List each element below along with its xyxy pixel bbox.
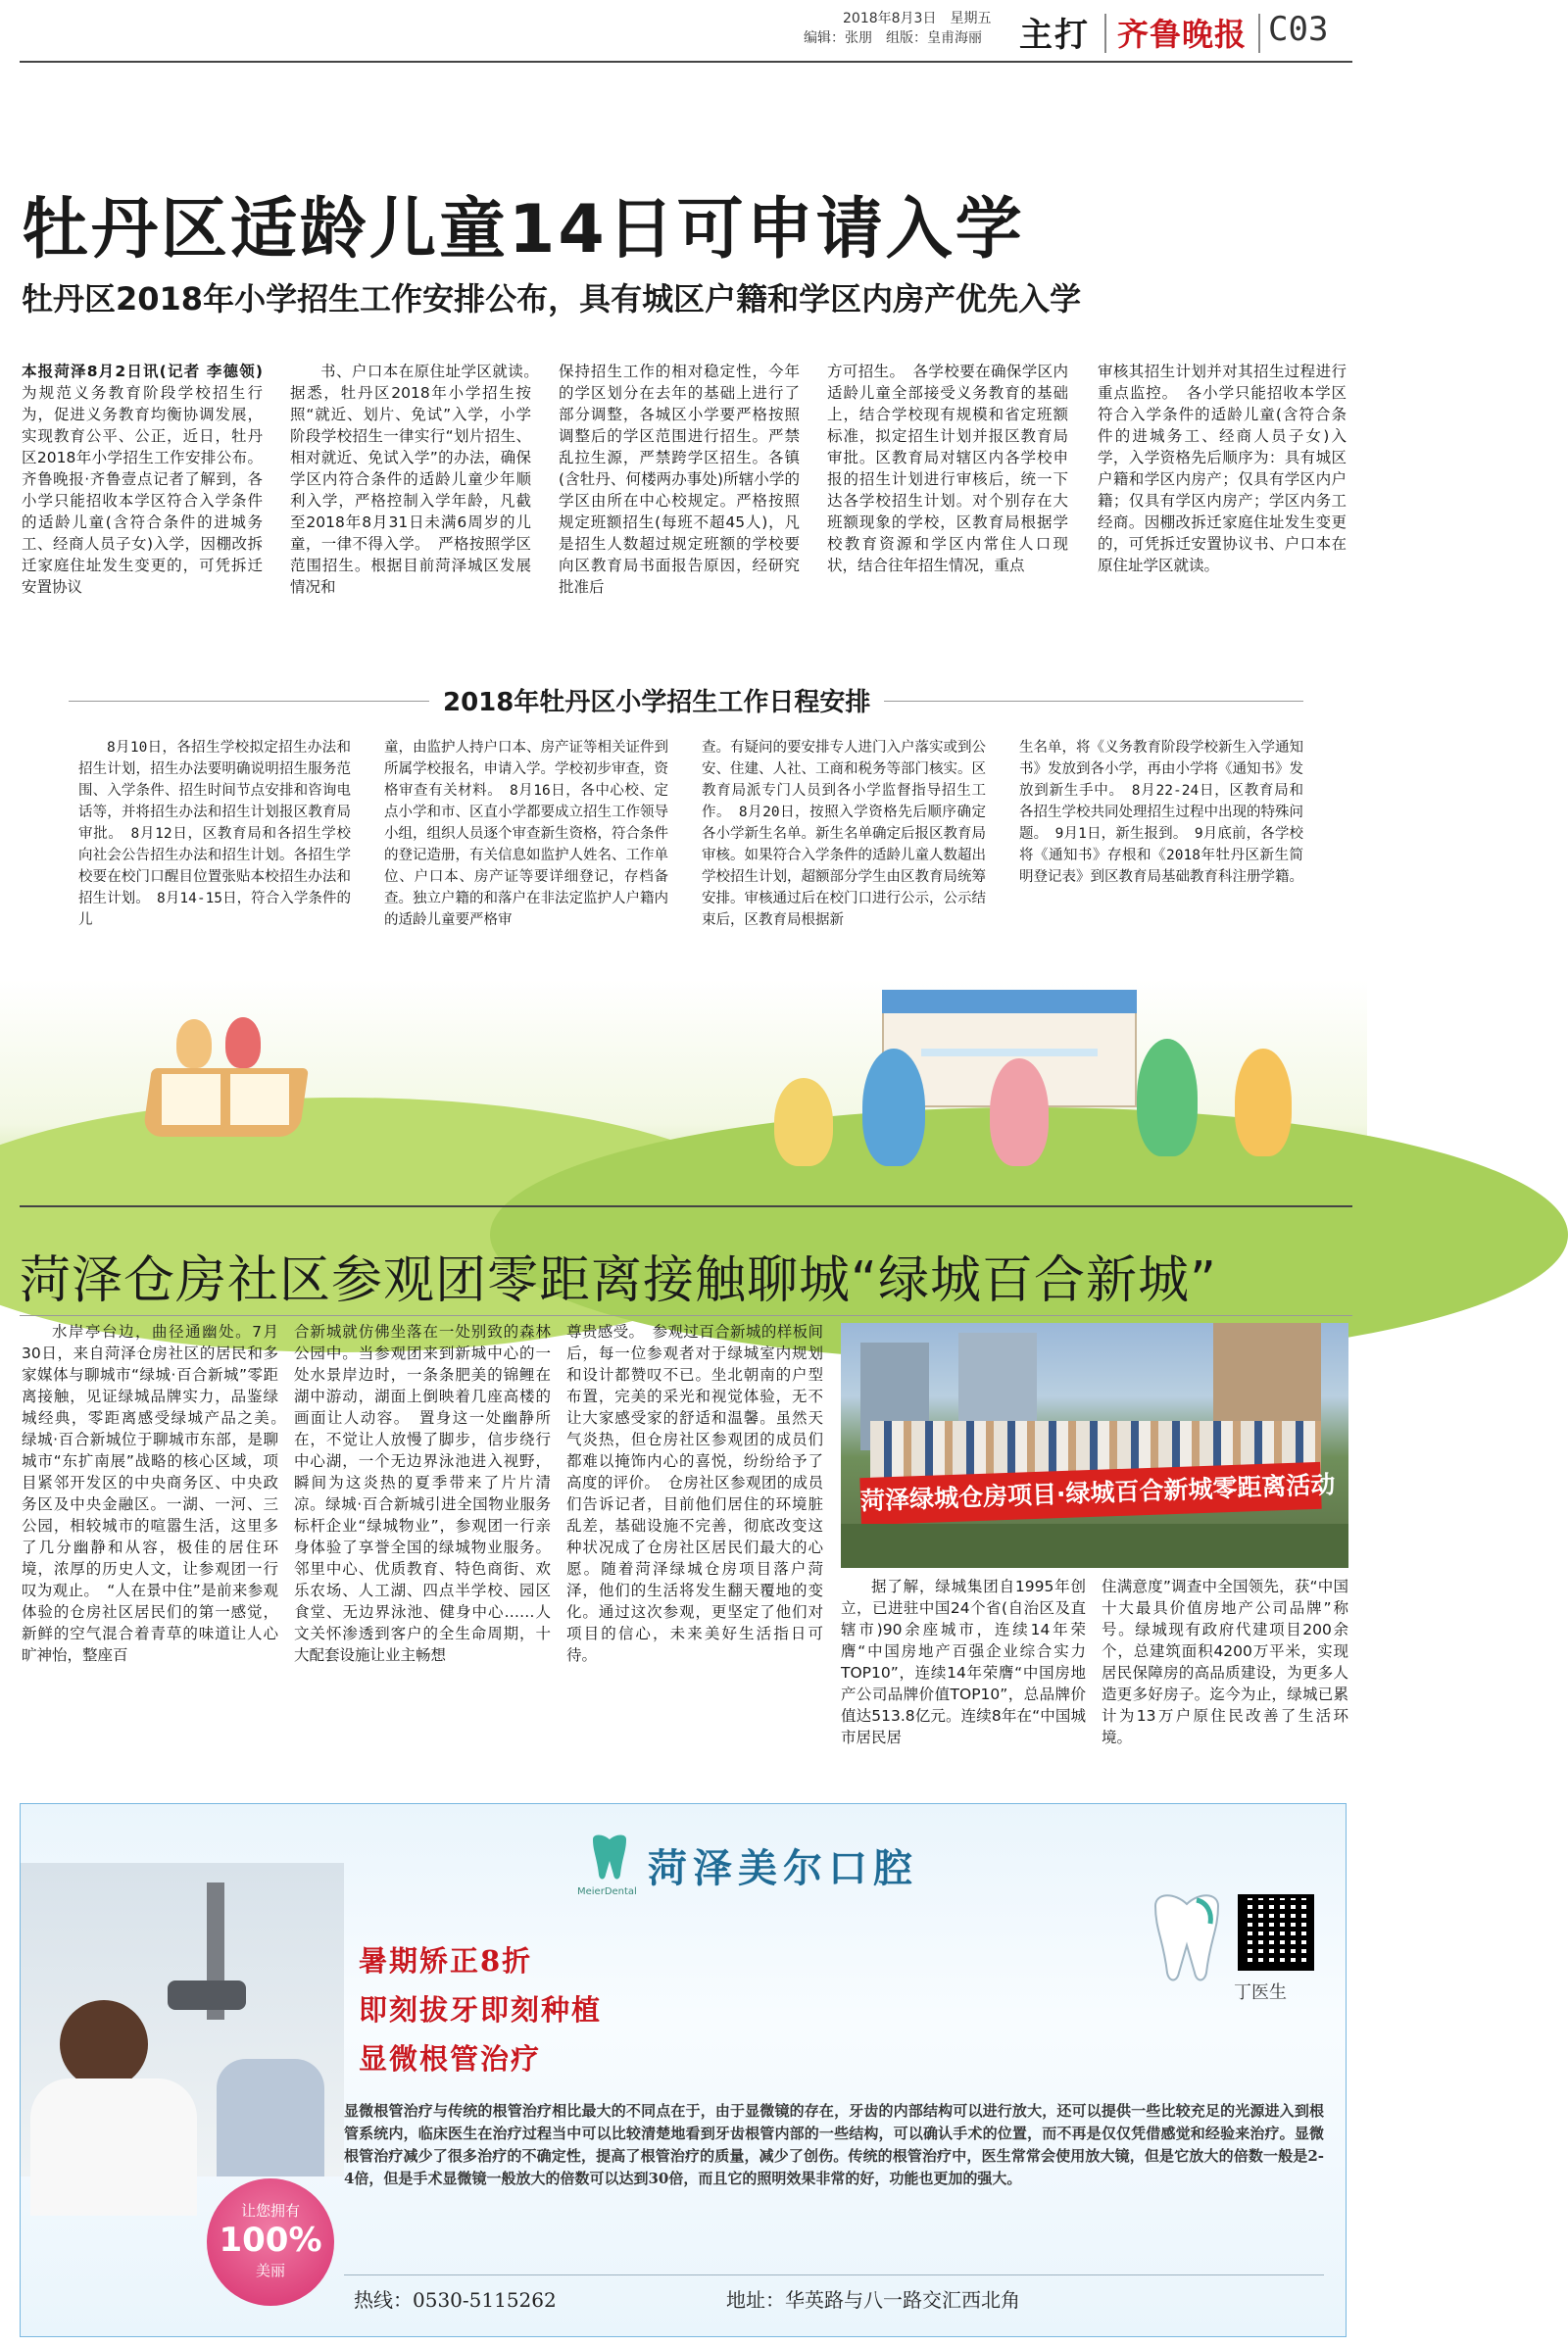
story1-col5-text: 审核其招生计划并对其招生过程进行重点监控。 各小学只能招收本学区符合入学条件的适龄儿童(含符合条件的进城务工、经商人员子女)入学，入学资格先后顺序为：具有城区户籍和学区内房产；仅具有学区内户籍；仅具有学区内房产；学区内务工经商。因棚改拆迁家庭住址发生变更的，可凭拆迁安置协议书、户口本在原住址学区就读。 [1098, 363, 1347, 574]
badge-top-text: 让您拥有 [240, 2202, 300, 2220]
schedule-col1-text: 8月10日，各招生学校拟定招生办法和招生计划，招生办法要明确说明招生服务范围、入学条件、招生时间节点安排和咨询电话等，并将招生办法和招生计划报区教育局审批。 8月12日，区教育局和各招生学校向社会公告招生办法和招生计划。各招生学校要在校门口醒目位置张贴本校招生办法和招生计划。 8月14-15日，符合入学条件的儿 [78, 740, 351, 928]
badge-percent: 100% [219, 2221, 322, 2260]
schedule-col4-text: 生名单，将《义务教育阶段学校新生入学通知书》发放到各小学，再由小学将《通知书》发放到新生手中。 8月22-24日，区教育局和各招生学校共同处理招生过程中出现的特殊问题。 9月1日，新生报到。 9月底前，各学校将《通知书》存根和《2018年牡丹区新生简明登记表》到区教育局基础教育科注册学籍。 [1019, 740, 1303, 885]
editors-line: 编辑：张朋 组版：皇甫海丽 [804, 30, 982, 46]
schedule-title: 2018年牡丹区小学招生工作日程安排 [429, 682, 884, 718]
story2-col4-text: 据了解，绿城集团自1995年创立，已进驻中国24个省(自治区及直辖市)90余座城市，连续14年荣膺“中国房地产百强企业综合实力TOP10”，连续14年荣膺“中国房地产公司品牌价值TOP10”，总品牌价值达513.8亿元。连续8年在“中国城市居民居 [841, 1578, 1086, 1746]
child-figure [225, 1017, 261, 1068]
issue-date: 2018年8月3日 星期五 [843, 11, 992, 26]
section-label: 主打 [1019, 16, 1090, 55]
story2-headline: 菏泽仓房社区参观团零距离接触聊城“绿城百合新城” [20, 1251, 1217, 1310]
beauty-badge [207, 2178, 334, 2306]
ad-rule [344, 2274, 1324, 2275]
doctor-coat [30, 2078, 197, 2216]
schedule-col2-text: 童，由监护人持户口本、房产证等相关证件到所属学校报名，申请入学。学校初步审查，资格审查有关材料。 8月16日，各中心校、定点小学和市、区直小学都要成立招生工作领导小组，组织人员逐个审查新生资格，符合条件的登记造册，有关信息如监护人姓名、工作单位、户口本、房产证等要详细登记，存档备查。独立户籍的和落户在非法定监护人户籍内的适龄儿童要严格审 [384, 740, 668, 928]
tooth-icon [1148, 1890, 1226, 1984]
schedule-column-3 [702, 737, 986, 1000]
dental-advertisement [20, 1803, 1347, 2337]
school-fence [921, 1049, 1098, 1056]
masthead-divider [1258, 14, 1260, 53]
section-divider [20, 1205, 1352, 1207]
story2-col3-text: 尊贵感受。 参观过百合新城的样板间后，每一位参观者对于绿城室内规划和设计都赞叹不已。坐北朝南的户型布置，完美的采光和视觉体验，无不让大家感受家的舒适和温馨。虽然天气炎热，但仓房社区参观团的成员们都难以掩饰内心的喜悦，纷纷给予了高度的评价。 仓房社区参观团的成员们告诉记者，目前他们居住的环境脏乱差，基础设施不完善，彻底改变这种状况成了仓房社区居民们最大的心愿。随着菏泽绿城仓房项目落户菏泽，他们的生活将发生翻天覆地的变化。通过这次参观，更坚定了他们对项目的信心，未来美好生活指日可待。 [566, 1323, 823, 1664]
story1-column-3 [559, 361, 800, 645]
schedule-column-2 [384, 737, 668, 1000]
child-figure [1137, 1039, 1198, 1156]
book-page [230, 1074, 289, 1125]
ad-description: 显微根管治疗与传统的根管治疗相比最大的不同点在于，由于显微镜的存在，牙齿的内部结构可以进行放大，还可以提供一些比较充足的光源进入到根管系统内，临床医生在治疗过程当中可以比较清楚地看到牙齿根管内部的一些结构，可以确认手术的位置，而不再是仅仅凭借感觉和经验来治疗。显微根管治疗减少了很多治疗的不确定性，提高了根管治疗的质量，减少了创伤。传统的根管治疗中，医生常常会使用放大镜，但是它放大的倍数一般是2-4倍，但是手术显微镜一般放大的倍数可以达到30倍，而且它的照明效果非常的好，功能也更加的强大。 [344, 2102, 1324, 2187]
tooth-logo-icon [587, 1832, 632, 1882]
masthead-rule [20, 61, 1352, 63]
story2-column-3 [566, 1321, 823, 1772]
story2-col2-text: 合新城就仿佛坐落在一处别致的森林公园中。当参观团来到新城中心的一处水景岸边时，一条条肥美的锦鲤在湖中游动，湖面上倒映着几座高楼的画面让人动容。 置身这一处幽静所在，不觉让人放慢了脚步，信步绕行中心湖，一个无边界泳池进入视野，瞬间为这炎热的夏季带来了片片清凉。绿城·百合新城引进全国物业服务标杆企业“绿城物业”，参观团一行亲身体验了享誉全国的绿城物业服务。邻里中心、优质教育、特色商街、欢乐农场、人工湖、四点半学校、园区食堂、无边界泳池、健身中心……人文关怀渗透到客户的全生命周期，十大配套设施让业主畅想 [294, 1323, 551, 1664]
microscope-head [168, 1980, 246, 2010]
doctor-head [60, 2000, 148, 2088]
group-photo [841, 1323, 1348, 1568]
lawn [841, 1524, 1348, 1568]
story2-col1-text: 水岸亭台边，曲径通幽处。7月30日，来自菏泽仓房社区的居民和多家媒体与聊城市“绿城·百合新城”零距离接触，见证绿城品牌实力，品鉴绿城经典，零距离感受绿城产品之美。 绿城·百合新城位于聊城市东部，是聊城市“东扩南展”战略的核心区域，项目紧邻开发区的中央商务区、中央政务区及中央金融区。一湖、一河、三公园，相较城市的喧嚣生活，这里多了几分幽静和从容，极佳的居住环境，浓厚的历史人文，让参观团一行叹为观止。 “人在景中住”是前来参观体验的仓房社区居民们的第一感觉，新鲜的空气混合着青草的味道让人心旷神怡，整座百 [22, 1323, 294, 1664]
story1-column-4 [827, 361, 1068, 645]
book-page [162, 1074, 220, 1125]
doctor-photo [21, 1863, 344, 2176]
story2-column-2 [294, 1321, 551, 1772]
child-figure [176, 1019, 212, 1068]
story1-subhead: 牡丹区2018年小学招生工作安排公布，具有城区户籍和学区内房产优先入学 [22, 280, 1082, 318]
logo-subtitle: MeierDental [577, 1886, 637, 1897]
schedule-column-1 [78, 737, 351, 1000]
story1-col3-text: 保持招生工作的相对稳定性，今年的学区划分在去年的基础上进行了部分调整，各城区小学要严格按照调整后的学区范围进行招生。严禁乱拉生源，严禁跨学区招生。各镇(含牡丹、何楼两办事处)所辖小学的学区由所在中心校规定。严格按照规定班额招生(每班不超45人)，凡是招生人数超过规定班额的学校要向区教育局书面报告原因，经研究批准后 [559, 363, 800, 596]
story2-rule [20, 1315, 1352, 1316]
story2-column-5 [1102, 1576, 1348, 1772]
schedule-col3-text: 查。有疑问的要安排专人进门入户落实或到公安、住建、人社、工商和税务等部门核实。区教育局派专门人员到各小学监督指导招生工作。 8月20日，按照入学资格先后顺序确定各小学新生名单。新生名单确定后报区教育局审核。如果符合入学条件的适龄儿童人数超出学校招生计划，超额部分学生由区教育局统筹安排。审核通过后在校门口进行公示，公示结束后，区教育局根据新 [702, 740, 986, 928]
promo-line-2: 即刻拔牙即刻种植 [359, 1993, 603, 2027]
page-number: C03 [1268, 10, 1329, 49]
story2-col5-text: 住满意度”调查中全国领先，获“中国十大最具价值房地产公司品牌”称号。绿城现有政府代建项目200余个，总建筑面积4200万平米，实现居民保障房的高品质建设，为更多人造更多好房子。迄今为止，绿城已累计为13万户原住民改善了生活环境。 [1102, 1578, 1348, 1746]
school-roof [882, 990, 1137, 1013]
doctor-name: 丁医生 [1234, 1982, 1287, 2003]
story1-column-1 [22, 361, 263, 645]
child-figure [990, 1058, 1049, 1166]
story1-headline: 牡丹区适龄儿童14日可申请入学 [22, 191, 1025, 269]
children-illustration [0, 980, 1367, 1186]
hotline: 热线：0530-5115262 [354, 2288, 557, 2312]
promo-line-1: 暑期矫正8折 [359, 1944, 533, 1978]
child-figure [774, 1078, 833, 1166]
story2-column-1 [22, 1321, 294, 1772]
story1-col2-text: 书、户口本在原住址学区就读。 据悉，牡丹区2018年小学招生按照“就近、划片、免试”入学，小学阶段学校招生一律实行“划片招生、相对就近、免试入学”的办法，确保学区内符合条件的适龄儿童少年顺利入学，严格控制入学年龄，凡截至2018年8月31日未满6周岁的儿童，一律不得入学。 严格按照学区范围招生。根据目前菏泽城区发展情况和 [290, 363, 547, 596]
address: 地址：华英路与八一路交汇西北角 [726, 2288, 1020, 2312]
story1-column-5 [1098, 361, 1347, 645]
activity-banner: 菏泽绿城仓房项目·绿城百合新城零距离活动 [859, 1462, 1321, 1525]
schedule-column-4 [1019, 737, 1303, 1000]
child-figure [1235, 1049, 1292, 1156]
paper-logo: 齐鲁晚报 [1117, 16, 1248, 53]
assistant [217, 2059, 324, 2176]
story1-col4-text: 方可招生。 各学校要在确保学区内适龄儿童全部接受义务教育的基础上，结合学校现有规模和省定班额标准，拟定招生计划并报区教育局审批。区教育局对辖区内各学校申报的招生计划进行审核后，统一下达各学校招生计划。对个别存在大班额现象的学校，区教育局根据学校教育资源和学区内常住人口现状，结合往年招生情况，重点 [827, 363, 1068, 574]
badge-bottom-text: 美丽 [255, 2262, 285, 2279]
story2-column-4 [841, 1576, 1086, 1772]
masthead-divider [1104, 14, 1106, 53]
story1-col1-text: 为规范义务教育阶段学校招生行为，促进义务教育均衡协调发展，实现教育公平、公正，近日，牡丹区2018年小学招生工作安排公布。齐鲁晚报·齐鲁壹点记者了解到，各小学只能招收本学区符合入学条件的适龄儿童(含符合条件的进城务工、经商人员子女)入学，因棚改拆迁家庭住址发生变更的，可凭拆迁安置协议 [22, 384, 263, 596]
qr-code[interactable] [1238, 1894, 1314, 1971]
clinic-name: 菏泽美尔口腔 [648, 1845, 918, 1891]
child-figure [862, 1049, 925, 1166]
story1-column-2 [290, 361, 547, 645]
promo-line-3: 显微根管治疗 [359, 2042, 542, 2076]
dateline: 本报菏泽8月2日讯(记者 李德领) [22, 363, 263, 380]
